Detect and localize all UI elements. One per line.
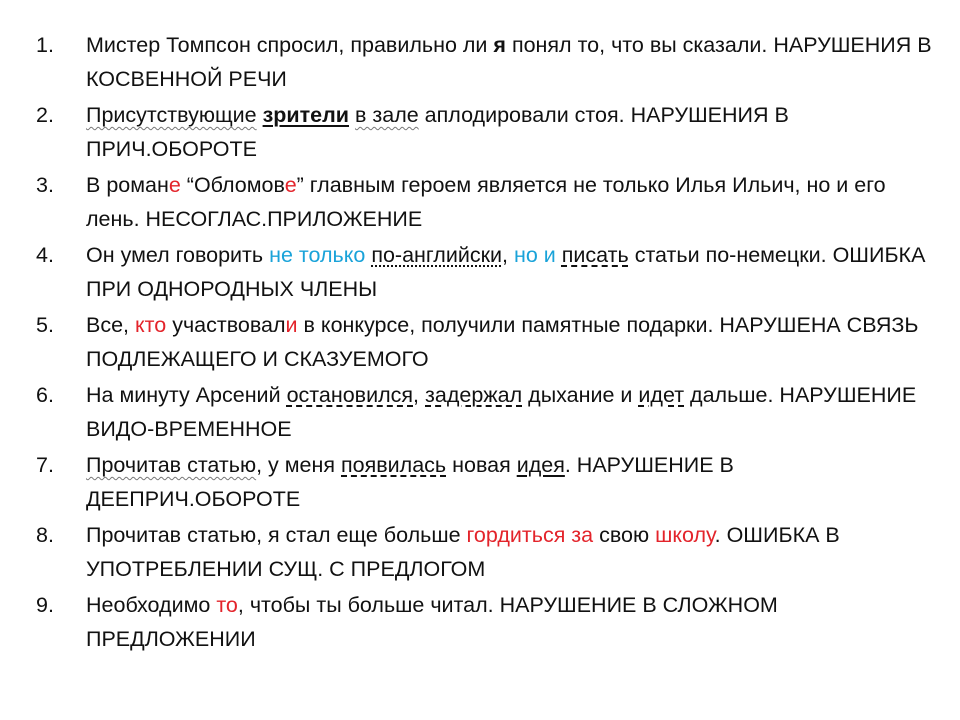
text-segment: понял то, что вы сказали. НАРУШЕНИЯ В КОСВЕННОЙ РЕЧИ [86,33,932,91]
highlighted-text-segment: идея [516,453,565,477]
list-item-number: 2. [36,103,54,127]
highlighted-text-segment: то [216,593,238,617]
text-segment: новая [446,453,517,477]
highlighted-text-segment: появилась [341,453,447,477]
highlighted-text-segment: кто [135,313,167,337]
highlighted-text-segment: но и [513,243,556,267]
highlighted-text-segment: не только [269,243,366,267]
text-segment: , чтобы ты больше читал. НАРУШЕНИЕ В СЛОЖНОМ ПРЕДЛОЖЕНИИ [86,593,778,651]
text-segment: , [502,243,514,267]
text-segment: Он умел говорить [86,243,270,267]
list-item-text [86,168,941,236]
text-segment: ” главным героем является не только Илья Ильич, но и его лень. НЕСОГЛАС.ПРИЛОЖЕНИЕ [86,173,886,231]
list-item-text [86,378,941,446]
text-segment: в конкурсе, получили памятные подарки. НАРУШЕНА СВЯЗЬ ПОДЛЕЖАЩЕГО И СКАЗУЕМОГО [86,313,919,371]
list-item-text [86,28,941,96]
list-item [36,518,941,586]
list-item [36,378,941,446]
text-segment: дальше. НАРУШЕНИЕ ВИДО-ВРЕМЕННОЕ [86,383,917,441]
highlighted-text-segment: в зале [354,103,419,127]
text-segment: свою [593,523,656,547]
numbered-list [36,28,941,658]
text-segment: . ОШИБКА В УПОТРЕБЛЕНИИ СУЩ. С ПРЕДЛОГОМ [86,523,840,581]
list-item [36,308,941,376]
list-item [36,448,941,516]
highlighted-text-segment: зрители [262,103,349,127]
list-item-number: 8. [36,523,54,547]
highlighted-text-segment: Прочитав статью [86,453,257,477]
highlighted-text-segment: идет [638,383,685,407]
list-item [36,168,941,236]
list-item [36,238,941,306]
list-item [36,98,941,166]
list-item [36,588,941,656]
highlighted-text-segment: Присутствующие [86,103,257,127]
list-item-number: 5. [36,313,54,337]
highlighted-text-segment: я [493,33,506,57]
text-segment: На минуту Арсений [86,383,287,407]
list-item [36,28,941,96]
list-item-number: 3. [36,173,54,197]
list-item-text [86,238,941,306]
highlighted-text-segment: гордиться за [466,523,594,547]
list-item-number: 1. [36,33,54,57]
list-item-number: 6. [36,383,54,407]
text-segment: Необходимо [86,593,217,617]
highlighted-text-segment: и [285,313,298,337]
text-segment: Мистер Томпсон спросил, правильно ли [86,33,494,57]
text-segment: “Обломов [180,173,285,197]
highlighted-text-segment: по-английски [371,243,503,267]
list-item-text [86,518,941,586]
text-segment: . НАРУШЕНИЕ В ДЕЕПРИЧ.ОБОРОТЕ [86,453,734,511]
list-item-text [86,588,941,656]
text-segment: участвовал [166,313,286,337]
text-segment: аплодировали стоя. НАРУШЕНИЯ В ПРИЧ.ОБОРОТЕ [86,103,789,161]
text-segment: В роман [86,173,169,197]
text-segment: , [413,383,425,407]
list-item-text [86,308,941,376]
highlighted-text-segment: е [168,173,181,197]
highlighted-text-segment: школу [655,523,715,547]
highlighted-text-segment: задержал [425,383,523,407]
text-segment: Все, [86,313,135,337]
list-item-text [86,448,941,516]
list-item-number: 9. [36,593,54,617]
text-segment: статьи по-немецки. ОШИБКА ПРИ ОДНОРОДНЫХ ЧЛЕНЫ [86,243,926,301]
highlighted-text-segment: остановился [286,383,414,407]
text-segment: Прочитав статью, я стал еще больше [86,523,467,547]
list-item-text [86,98,941,166]
list-item-number: 4. [36,243,54,267]
highlighted-text-segment: е [284,173,297,197]
text-segment: дыхание и [522,383,639,407]
highlighted-text-segment: писать [561,243,629,267]
text-segment: , у меня [256,453,341,477]
list-item-number: 7. [36,453,54,477]
